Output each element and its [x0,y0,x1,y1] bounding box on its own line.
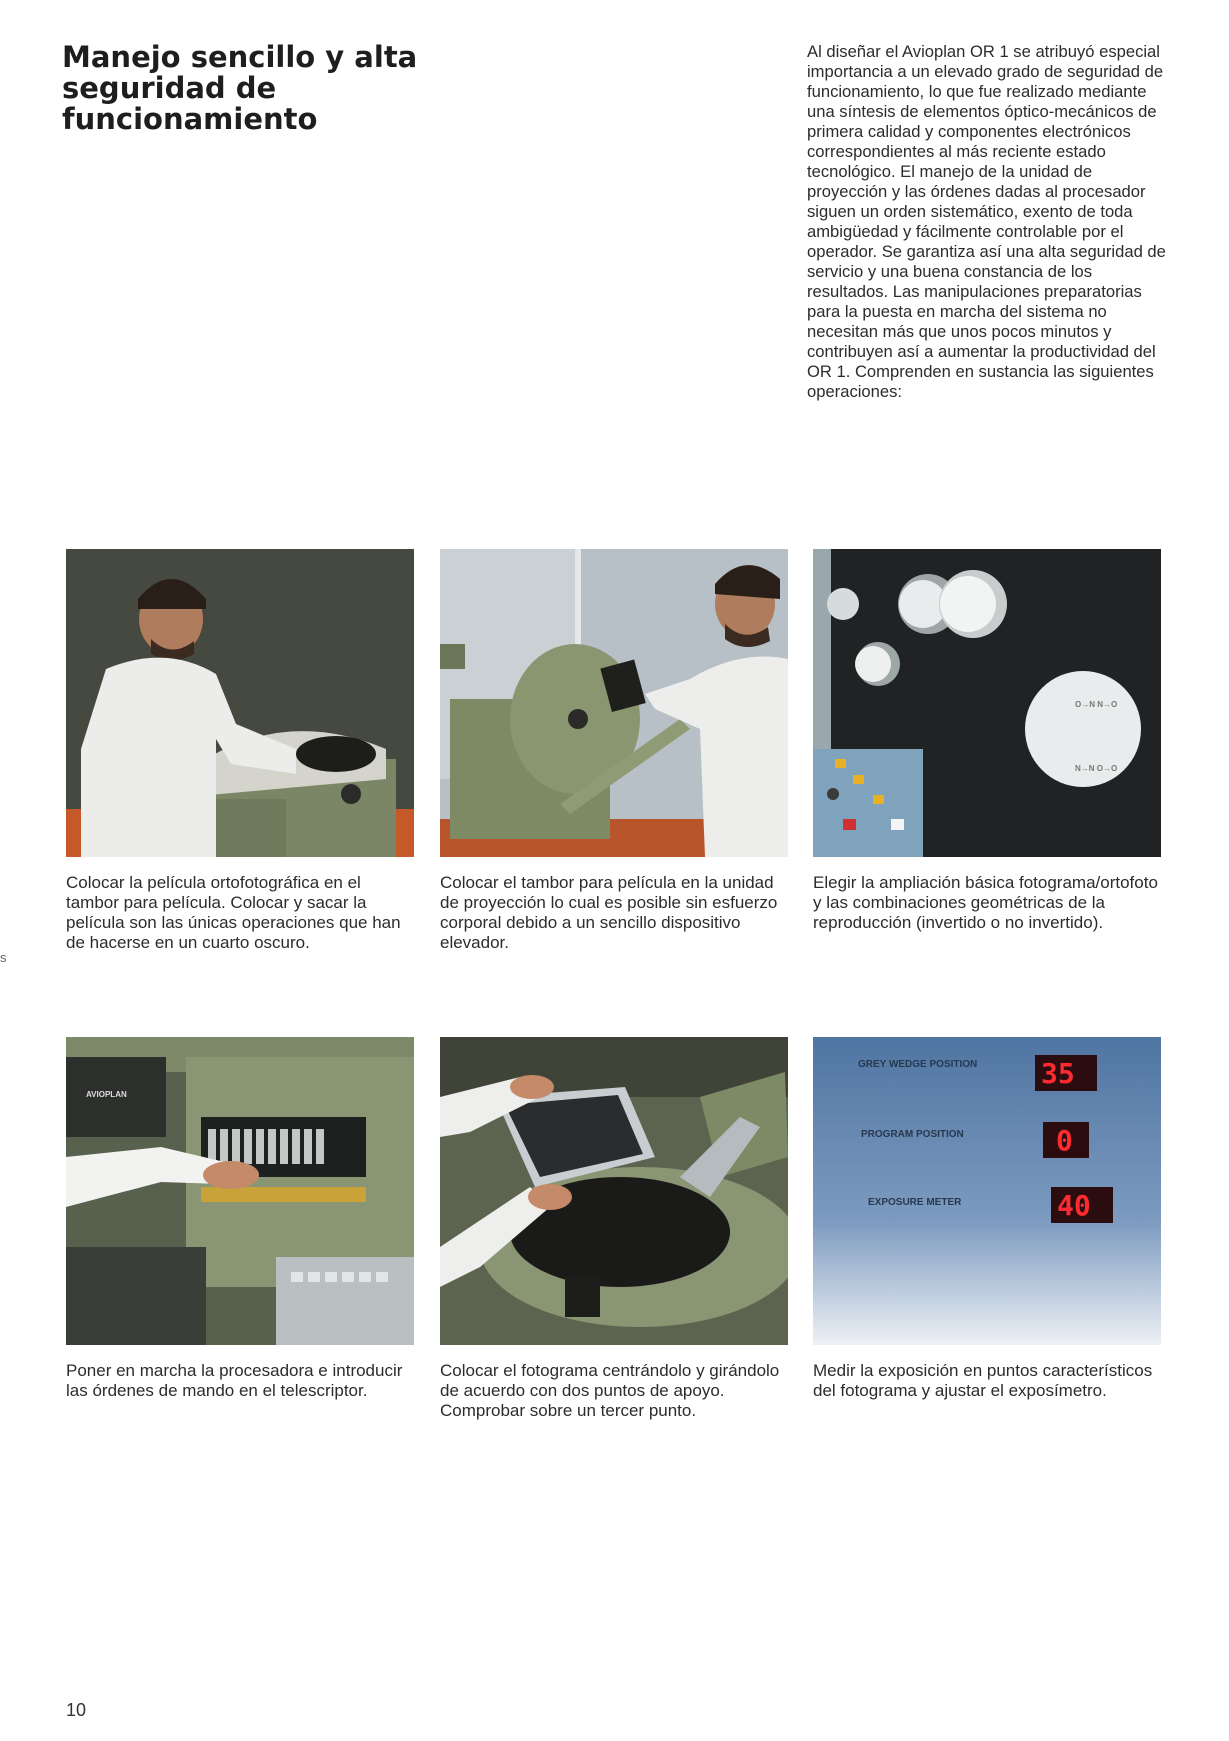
photo-frame-holder [440,1037,788,1345]
dial-label-bottom: N→N O→O [1075,764,1118,773]
step-card-5 [440,1037,788,1421]
grey-wedge-label: GREY WEDGE POSITION [858,1059,978,1070]
photo-projection-unit [440,549,788,857]
photo-control-dials [813,549,1161,857]
edge-mark: s [0,950,7,965]
step-caption-5: Colocar el fotograma centrándolo y girándolo de acuerdo con dos puntos de apoyo. Comprobar sobre un tercer punto. [440,1361,780,1420]
step-caption-2: Colocar el tambor para película en la unidad de proyección lo cual es posible sin esfuerzo corporal debido a un sencillo dispositivo elevador. [440,873,778,952]
avioplan-brand-label: AVIOPLAN [86,1090,127,1099]
step-card-6 [813,1037,1161,1401]
photo-processor-keyboard [66,1037,414,1345]
dial-label-top: O→N N→O [1075,700,1118,709]
step-card-3 [813,549,1161,933]
page-number: 10 [66,1700,87,1720]
step-card-1 [66,549,414,953]
program-position-label: PROGRAM POSITION [861,1129,964,1140]
photo-film-drum [66,549,414,857]
photo-exposure-panel [813,1037,1161,1345]
grey-wedge-value: 35 [1041,1057,1075,1090]
step-card-4 [66,1037,414,1401]
step-caption-6: Medir la exposición en puntos característicos del fotograma y ajustar el exposímetro. [813,1361,1153,1400]
step-caption-3: Elegir la ampliación básica fotograma/ortofoto y las combinaciones geométricas de la reproducción (invertido o no invertido). [813,873,1158,932]
step-caption-4: Poner en marcha la procesadora e introducir las órdenes de mando en el telescriptor. [66,1361,403,1400]
exposure-meter-value: 40 [1057,1189,1091,1222]
exposure-meter-label: EXPOSURE METER [868,1197,962,1208]
program-position-value: 0 [1056,1124,1073,1157]
step-caption-1: Colocar la película ortofotográfica en el tambor para película. Colocar y sacar la película son las únicas operaciones que han de hacerse en un cuarto oscuro. [66,873,401,952]
page-title: Manejo sencillo y alta seguridad de funcionamiento [62,40,418,136]
step-card-2 [440,549,788,953]
intro-paragraph: Al diseñar el Avioplan OR 1 se atribuyó especial importancia a un elevado grado de seguridad de funcionamiento, lo que fue realizado mediante una síntesis de elementos óptico-mecánicos de primera calidad y componentes electrónicos correspondientes al más reciente estado tecnológico. El manejo de la unidad de proyección y las órdenes dadas al procesador siguen un orden sistemático, exento de toda ambigüedad y fácilmente controlable por el operador. Se garantiza así una alta seguridad de servicio y una buena constancia de los resultados. Las manipulaciones preparatorias para la puesta en marcha del sistema no necesitan más que unos pocos minutos y contribuyen así a aumentar la productividad del OR 1. Comprenden en sustancia las siguientes operaciones: [807,42,1166,401]
